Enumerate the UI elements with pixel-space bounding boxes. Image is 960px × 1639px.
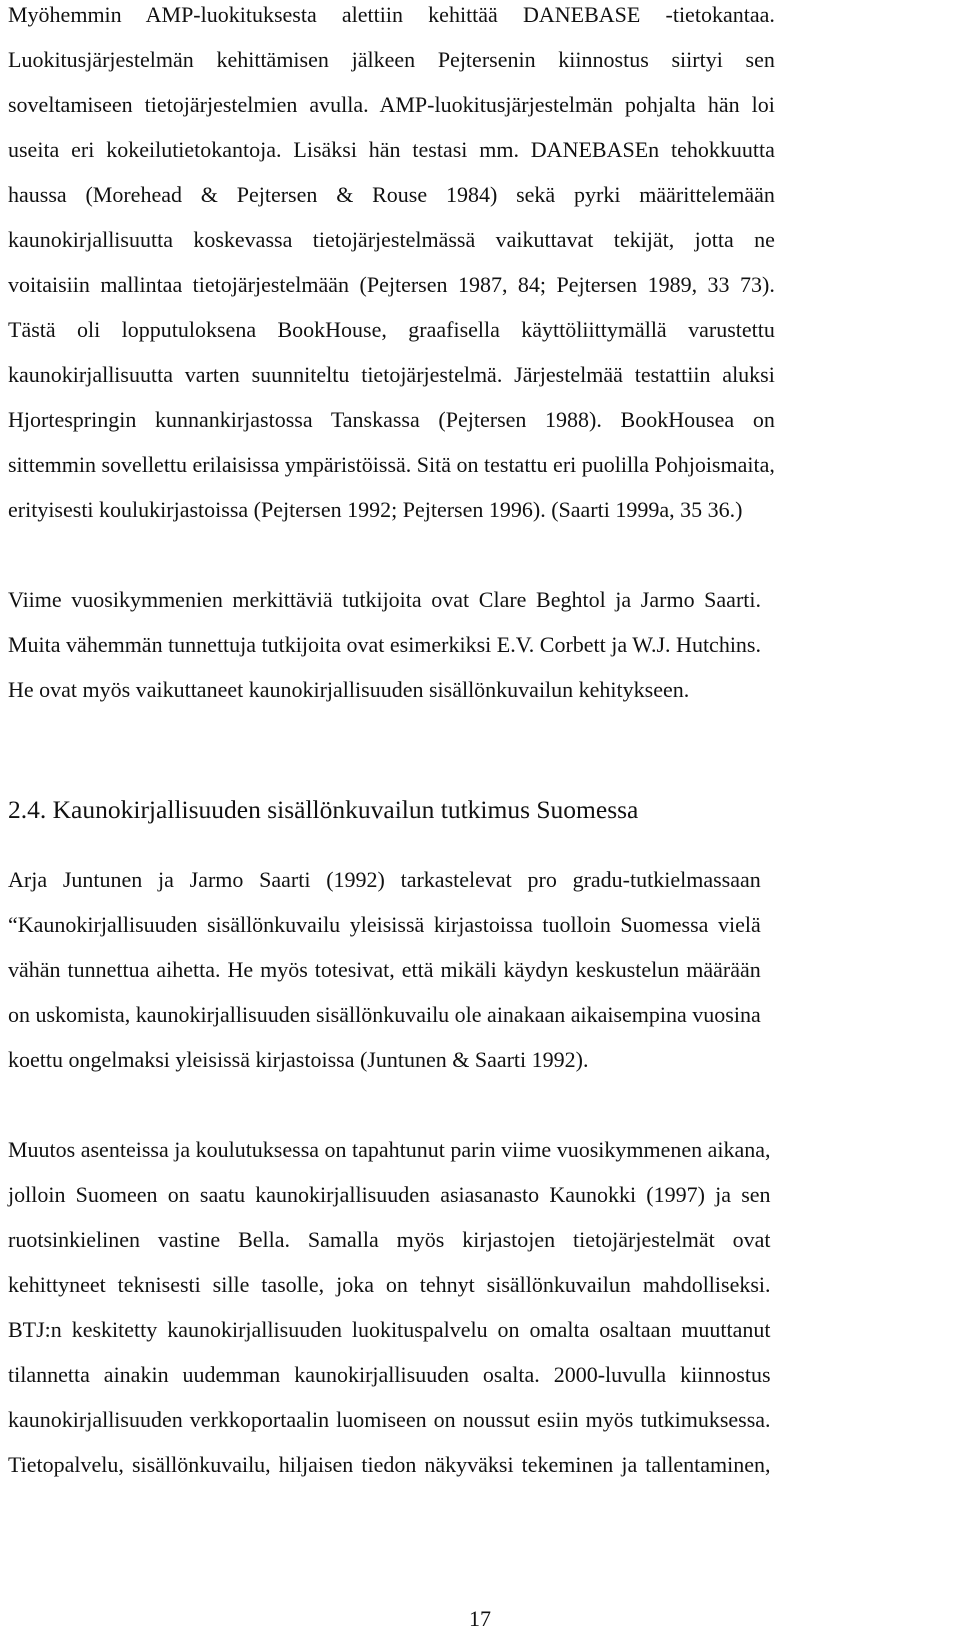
text-line: Myöhemmin AMP-luokituksesta alettiin kehittää DANEBASE -tietokantaa. <box>8 2 775 27</box>
text-line: on uskomista, kaunokirjallisuuden sisällönkuvailu ole ainakaan aikaisempina vuosina <box>8 1002 761 1027</box>
text-line: kaunokirjallisuutta varten suunniteltu tietojärjestelmä. Järjestelmää testattiin aluksi <box>8 362 775 387</box>
text-line: tilannetta ainakin uudemman kaunokirjallisuuden osalta. 2000-luvulla kiinnostus <box>8 1362 771 1387</box>
text-line: Luokitusjärjestelmän kehittämisen jälkeen Pejtersenin kiinnostus siirtyi sen <box>8 47 775 72</box>
text-line: ruotsinkielinen vastine Bella. Samalla myös kirjastojen tietojärjestelmät ovat <box>8 1227 771 1252</box>
text-line: He ovat myös vaikuttaneet kaunokirjallisuuden sisällönkuvailun kehitykseen. <box>8 677 690 702</box>
text-line: Tästä oli lopputuloksena BookHouse, graafisella käyttöliittymällä varustettu <box>8 317 775 342</box>
text-line: haussa (Morehead & Pejtersen & Rouse 1984) sekä pyrki määrittelemään <box>8 182 775 207</box>
text-line: jolloin Suomeen on saatu kaunokirjallisuuden asiasanasto Kaunokki (1997) ja sen <box>8 1182 771 1207</box>
paragraph-danebase-bookhouse <box>8 0 775 532</box>
text-line: useita eri kokeilutietokantoja. Lisäksi hän testasi mm. DANEBASEn tehokkuutta <box>8 137 775 162</box>
text-line: Arja Juntunen ja Jarmo Saarti (1992) tarkastelevat pro gradu-tutkielmassaan <box>8 867 761 892</box>
text-line: erityisesti koulukirjastoissa (Pejtersen 1992; Pejtersen 1996). (Saarti 1999a, 35 36.) <box>8 497 743 522</box>
quoted-title: Kaunokirjallisuuden sisällönkuvailu yleisissä kirjastoissa tuolloin Suomessa vielä <box>17 912 761 937</box>
paragraph-changes <box>8 1127 771 1487</box>
text-line: vähän tunnettua aihetta. He myös totesivat, että mikäli käydyn keskustelun määrään <box>8 957 761 982</box>
text-line: sittemmin sovellettu erilaisissa ympäristöissä. Sitä on testattu eri puolilla Pohjoismaita, <box>8 452 775 477</box>
text-line: Viime vuosikymmenien merkittäviä tutkijoita ovat Clare Beghtol ja Jarmo Saarti. <box>8 587 761 612</box>
text-line: “Kaunokirjallisuuden sisällönkuvailu yleisissä kirjastoissa tuolloin Suomessa vielä <box>8 912 761 937</box>
text-line: voitaisiin mallintaa tietojärjestelmään (Pejtersen 1987, 84; Pejtersen 1989, 33 73). <box>8 272 775 297</box>
paragraph-juntunen-saarti <box>8 857 761 1082</box>
page-number: 17 <box>469 1606 491 1631</box>
section-heading: 2.4. Kaunokirjallisuuden sisällönkuvailun tutkimus Suomessa <box>8 795 639 824</box>
text-line: BTJ:n keskitetty kaunokirjallisuuden luokituspalvelu on omalta osaltaan muuttanut <box>8 1317 771 1342</box>
text-line: kaunokirjallisuuden verkkoportaalin luomiseen on noussut esiin myös tutkimuksessa. <box>8 1407 771 1432</box>
text-line: soveltamiseen tietojärjestelmien avulla. AMP-luokitusjärjestelmän pohjalta hän loi <box>8 92 775 117</box>
text-line: Muutos asenteissa ja koulutuksessa on tapahtunut parin viime vuosikymmenen aikana, <box>8 1137 771 1162</box>
paragraph-researchers <box>8 577 761 712</box>
text-line: Hjortespringin kunnankirjastossa Tanskassa (Pejtersen 1988). BookHousea on <box>8 407 775 432</box>
text-line: kaunokirjallisuutta koskevassa tietojärjestelmässä vaikuttavat tekijät, jotta ne <box>8 227 775 252</box>
text-line: kehittyneet teknisesti sille tasolle, joka on tehnyt sisällönkuvailun mahdolliseksi. <box>8 1272 771 1297</box>
text-line: Muita vähemmän tunnettuja tutkijoita ovat esimerkiksi E.V. Corbett ja W.J. Hutchins. <box>8 632 761 657</box>
text-line: Tietopalvelu, sisällönkuvailu, hiljaisen tiedon näkyväksi tekeminen ja tallentaminen, <box>8 1452 771 1477</box>
text-line: koettu ongelmaksi yleisissä kirjastoissa (Juntunen & Saarti 1992). <box>8 1047 589 1072</box>
